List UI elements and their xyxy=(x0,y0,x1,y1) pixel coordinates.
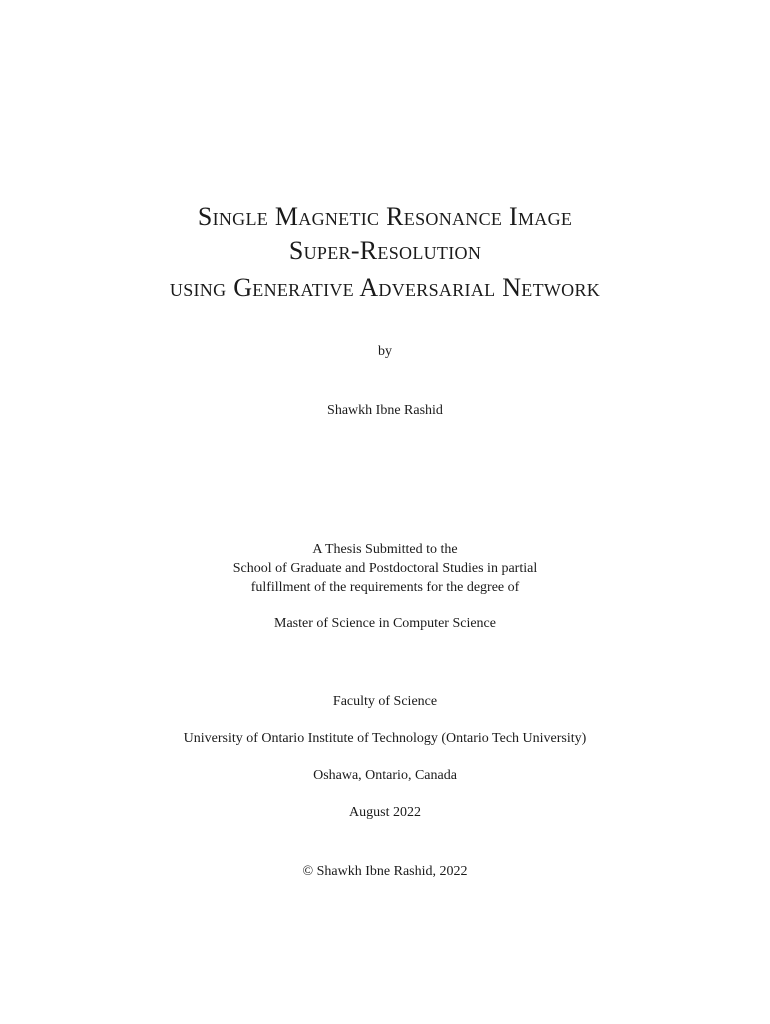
author-name: Shawkh Ibne Rashid xyxy=(327,403,443,418)
submission-line-2: School of Graduate and Postdoctoral Studies in partial xyxy=(232,561,538,576)
by-label: by xyxy=(378,344,392,359)
university-name: University of Ontario Institute of Technology (Ontario Tech University) xyxy=(183,731,587,746)
thesis-title-line-1: Single Magnetic Resonance Image xyxy=(197,202,573,231)
degree-name: Master of Science in Computer Science xyxy=(274,616,496,631)
submission-line-3: fulfillment of the requirements for the degree of xyxy=(250,580,520,595)
submission-date: August 2022 xyxy=(349,805,421,820)
faculty-name: Faculty of Science xyxy=(332,694,438,709)
copyright-notice: © Shawkh Ibne Rashid, 2022 xyxy=(302,864,468,879)
location: Oshawa, Ontario, Canada xyxy=(313,768,457,783)
thesis-title-line-2: Super-Resolution xyxy=(288,236,482,265)
thesis-title-line-3: using Generative Adversarial Network xyxy=(169,273,601,302)
submission-line-1: A Thesis Submitted to the xyxy=(312,542,458,557)
